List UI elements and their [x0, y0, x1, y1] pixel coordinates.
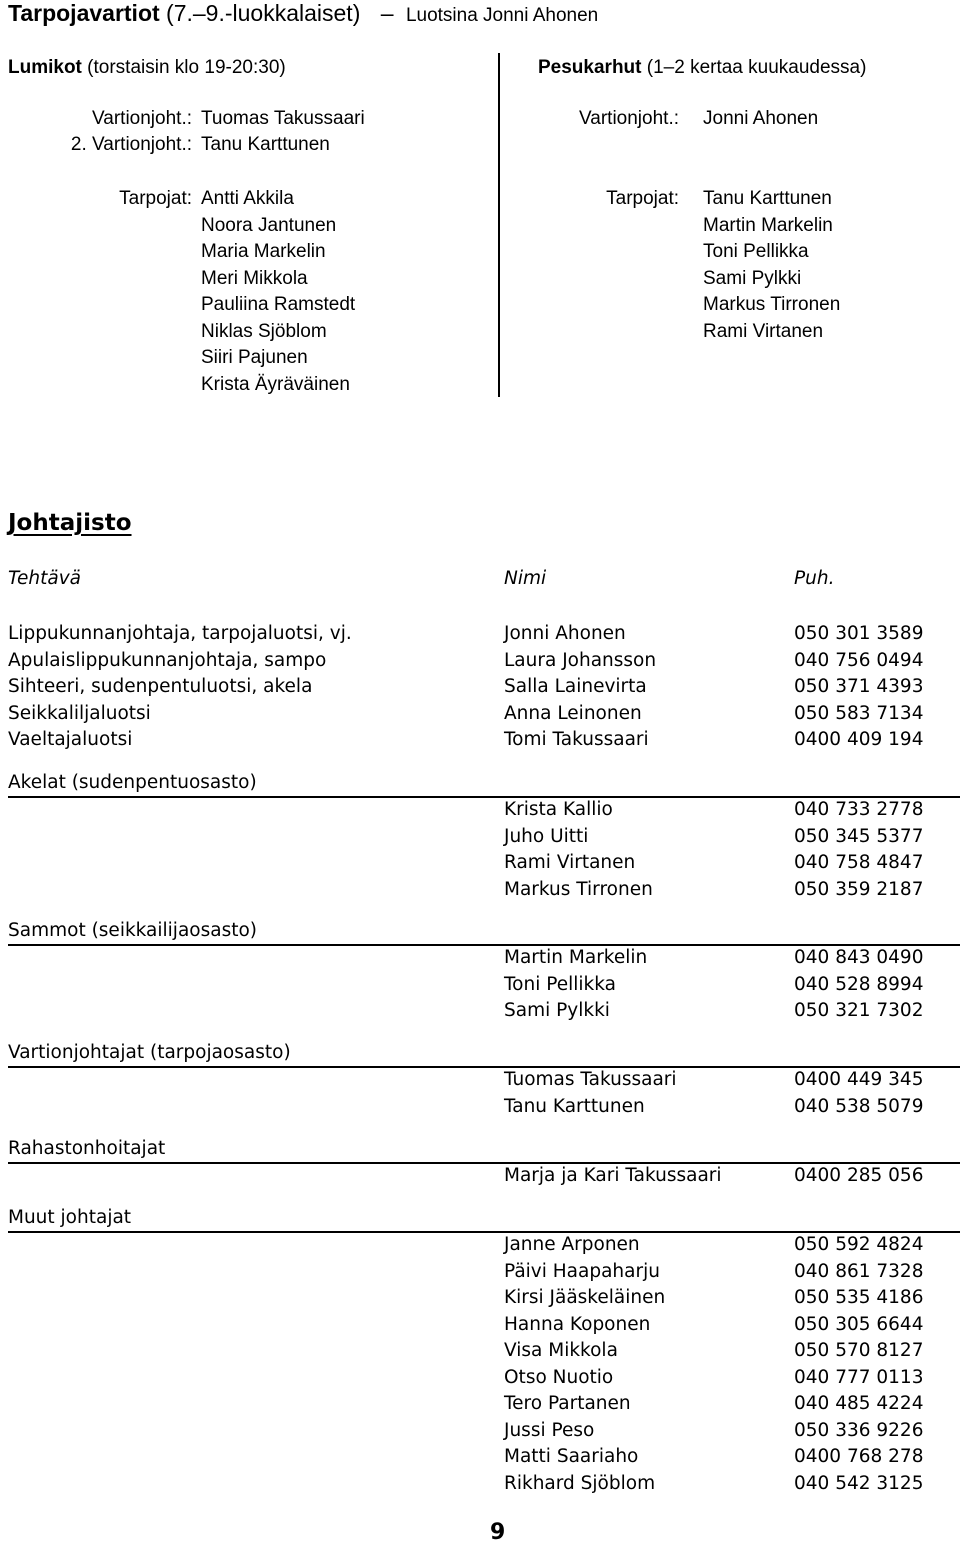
member-name: Janne Arponen [504, 1234, 640, 1255]
johtajisto-title: Johtajisto [8, 510, 132, 536]
member-name: Rikhard Sjöblom [504, 1472, 656, 1494]
lumikot-scouts-label: Tarpojat: [119, 188, 192, 209]
group-header [8, 1040, 960, 1068]
lumikot-heading [8, 55, 286, 81]
staff-role: Apulaislippukunnanjohtaja, sampo [8, 649, 327, 671]
member-phone: 040 758 4847 [794, 852, 924, 873]
group-title: Sammot (seikkailijaosasto) [8, 920, 258, 941]
group-header [8, 1136, 960, 1164]
member-name: Jussi Peso [504, 1419, 595, 1441]
section-title: Tarpojavartiot [8, 0, 160, 26]
member-phone: 040 542 3125 [794, 1472, 924, 1494]
staff-phone: 050 301 3589 [794, 623, 924, 644]
scout-name: Maria Markelin [201, 241, 326, 262]
pesukarhut-heading [538, 55, 866, 81]
member-phone: 0400 285 056 [794, 1165, 924, 1186]
column-header-name: Nimi [504, 568, 547, 589]
scout-name: Siiri Pajunen [201, 347, 308, 368]
pesukarhut-scouts-label: Tarpojat: [606, 188, 679, 209]
pesukarhut-leader-label: Vartionjoht.: [579, 108, 679, 129]
member-name: Markus Tirronen [504, 878, 653, 900]
section-guide: Luotsina Jonni Ahonen [405, 5, 599, 26]
scout-name: Toni Pellikka [703, 241, 809, 262]
member-name: Krista Kallio [504, 799, 613, 820]
group-header [8, 918, 960, 946]
pesukarhut-schedule: (1–2 kertaa kuukaudessa) [646, 57, 867, 78]
member-name: Tero Partanen [504, 1393, 631, 1414]
scout-name: Martin Markelin [703, 214, 833, 236]
group-title: Muut johtajat [8, 1207, 132, 1228]
member-phone: 0400 768 278 [794, 1446, 924, 1467]
member-name: Otso Nuotio [504, 1366, 614, 1388]
scout-name: Tanu Karttunen [703, 188, 832, 209]
member-phone: 040 485 4224 [794, 1393, 924, 1414]
member-name: Kirsi Jääskeläinen [504, 1287, 666, 1308]
lumikot-scouts-list [201, 186, 355, 398]
member-name: Toni Pellikka [504, 973, 616, 995]
page-number: 9 [490, 1520, 506, 1545]
lumikot-leader-label: Vartionjoht.: [92, 108, 192, 129]
member-phone: 050 359 2187 [794, 878, 924, 900]
member-name: Marja ja Kari Takussaari [504, 1165, 722, 1186]
member-name: Hanna Koponen [504, 1313, 651, 1335]
scout-name: Markus Tirronen [703, 294, 841, 315]
lumikot-second-leader: Tanu Karttunen [201, 134, 330, 155]
member-name: Juho Uitti [504, 825, 589, 847]
group-header [8, 770, 960, 798]
header-dash: – [380, 0, 394, 26]
page-header [8, 0, 598, 29]
scout-name: Pauliina Ramstedt [201, 294, 356, 315]
member-phone: 050 345 5377 [794, 825, 924, 847]
scout-name: Niklas Sjöblom [201, 320, 327, 342]
member-phone: 050 570 8127 [794, 1340, 924, 1361]
member-name: Päivi Haapaharju [504, 1260, 660, 1282]
member-phone: 040 733 2778 [794, 799, 924, 820]
member-name: Martin Markelin [504, 947, 648, 968]
member-phone: 040 843 0490 [794, 947, 924, 968]
member-name: Visa Mikkola [504, 1340, 618, 1361]
member-phone: 050 305 6644 [794, 1313, 924, 1335]
column-divider [498, 53, 500, 397]
staff-role: Seikkaliljaluotsi [8, 702, 151, 724]
scout-name: Krista Äyräväinen [201, 373, 350, 395]
staff-phone: 050 583 7134 [794, 702, 924, 724]
member-phone: 050 321 7302 [794, 1000, 924, 1021]
member-name: Tanu Karttunen [504, 1095, 645, 1117]
member-phone: 040 538 5079 [794, 1095, 924, 1117]
staff-phone: 0400 409 194 [794, 729, 924, 750]
pesukarhut-name: Pesukarhut [538, 57, 642, 78]
section-grade: (7.–9.-luokkalaiset) [166, 0, 361, 26]
member-name: Sami Pylkki [504, 1000, 610, 1021]
pesukarhut-scouts-list [703, 186, 840, 345]
column-header-phone: Puh. [794, 568, 835, 589]
group-title: Rahastonhoitajat [8, 1138, 166, 1159]
group-title: Vartionjohtajat (tarpojaosasto) [8, 1042, 291, 1063]
member-phone: 040 861 7328 [794, 1260, 924, 1282]
member-phone: 040 777 0113 [794, 1366, 924, 1388]
member-phone: 050 535 4186 [794, 1287, 924, 1308]
staff-phone: 050 371 4393 [794, 676, 924, 697]
lumikot-leader: Tuomas Takussaari [201, 108, 365, 129]
staff-role: Vaeltajaluotsi [8, 729, 133, 750]
staff-role: Sihteeri, sudenpentuluotsi, akela [8, 676, 313, 697]
column-header-role: Tehtävä [8, 568, 81, 589]
scout-name: Noora Jantunen [201, 214, 337, 236]
scout-name: Sami Pylkki [703, 267, 802, 289]
staff-name: Salla Lainevirta [504, 676, 647, 697]
scout-name: Antti Akkila [201, 188, 294, 209]
staff-name: Anna Leinonen [504, 702, 642, 724]
member-phone: 0400 449 345 [794, 1069, 924, 1090]
pesukarhut-leader: Jonni Ahonen [703, 108, 819, 129]
member-name: Rami Virtanen [504, 852, 636, 873]
staff-name: Tomi Takussaari [504, 729, 649, 750]
member-phone: 050 336 9226 [794, 1419, 924, 1441]
staff-name: Laura Johansson [504, 649, 657, 671]
scout-name: Rami Virtanen [703, 320, 824, 342]
member-phone: 050 592 4824 [794, 1234, 924, 1255]
lumikot-name: Lumikot [8, 57, 82, 78]
member-name: Matti Saariaho [504, 1446, 639, 1467]
staff-phone: 040 756 0494 [794, 649, 924, 671]
group-title: Akelat (sudenpentuosasto) [8, 772, 257, 793]
lumikot-second-leader-label: 2. Vartionjoht.: [70, 134, 192, 155]
lumikot-schedule: (torstaisin klo 19-20:30) [87, 57, 286, 78]
member-name: Tuomas Takussaari [504, 1069, 677, 1090]
staff-role: Lippukunnanjohtaja, tarpojaluotsi, vj. [8, 623, 352, 644]
scout-name: Meri Mikkola [201, 267, 308, 289]
group-header [8, 1205, 960, 1233]
staff-name: Jonni Ahonen [504, 623, 626, 644]
member-phone: 040 528 8994 [794, 973, 924, 995]
